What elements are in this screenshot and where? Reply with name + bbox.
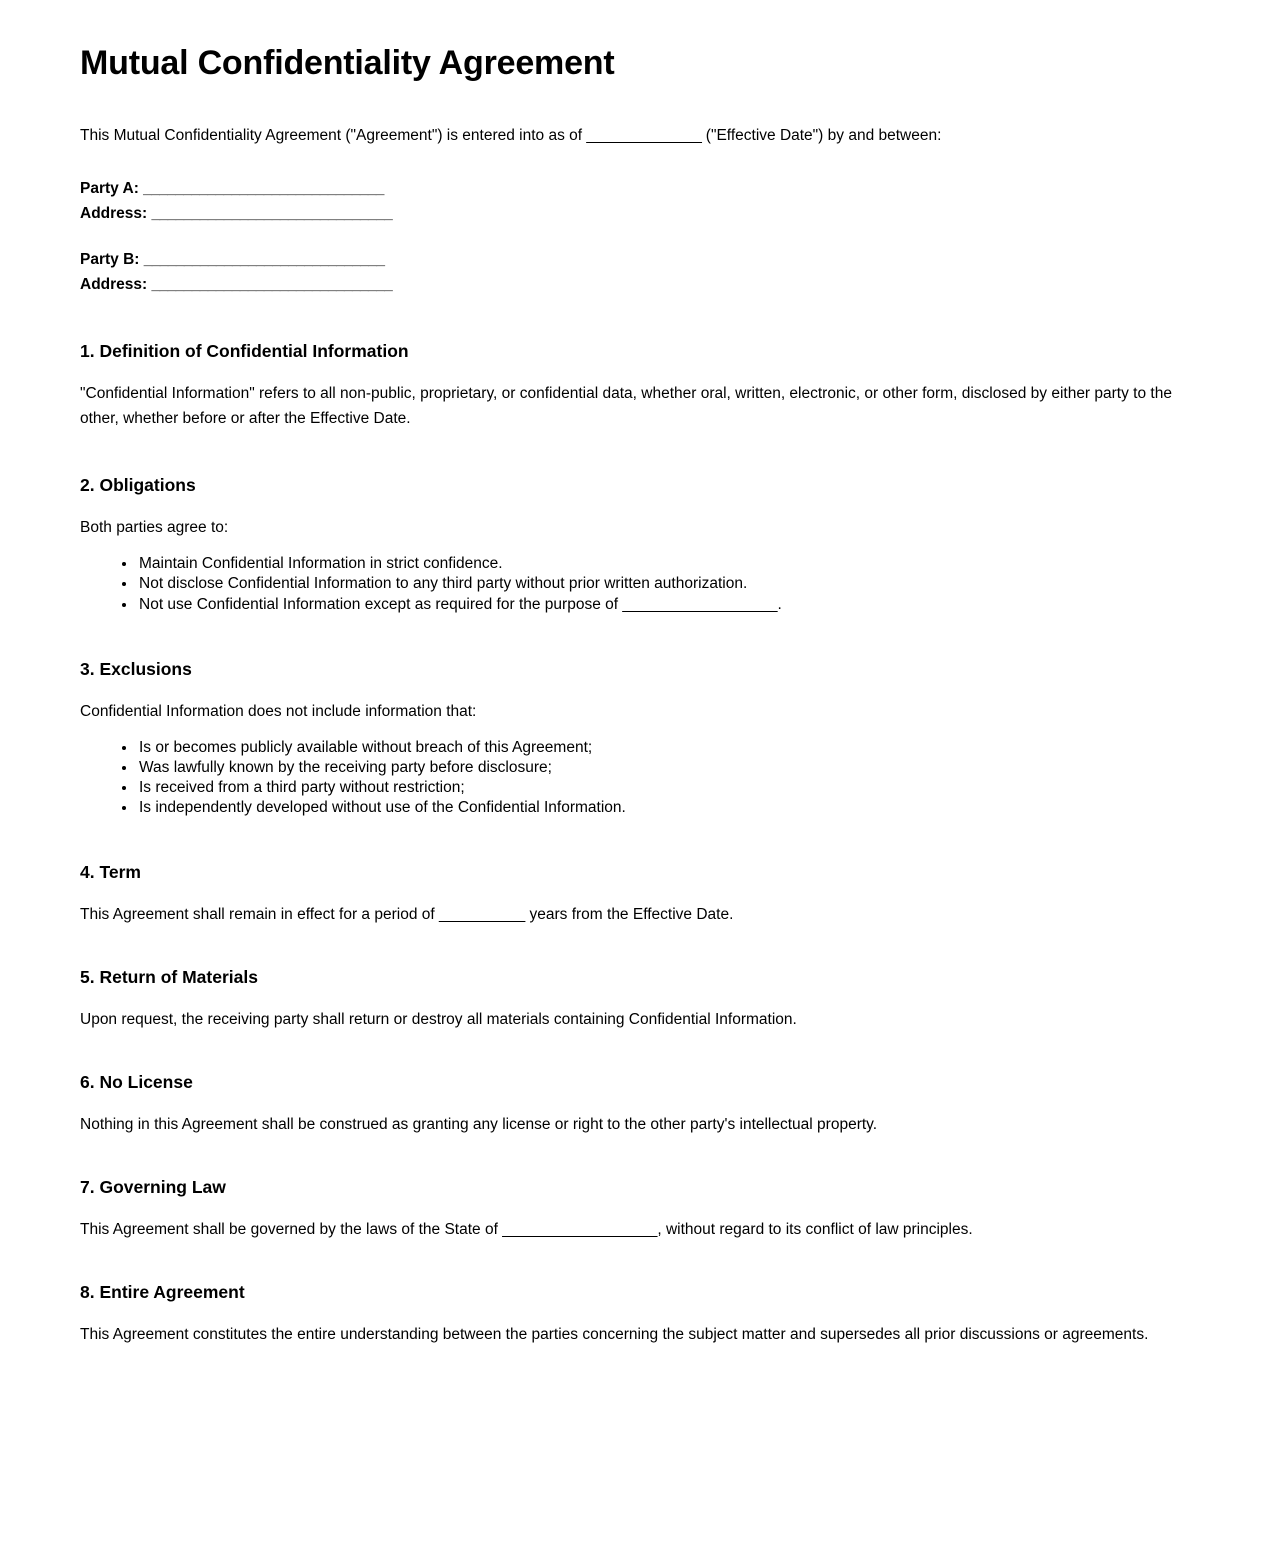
section-body-6: Nothing in this Agreement shall be construed as granting any license or right to the other party's intellectual property. — [80, 1116, 878, 1134]
list-item: • Is received from a third party without restriction; — [137, 778, 1187, 798]
list-item: • Not disclose Confidential Information to any third party without prior written authorization. — [137, 574, 1187, 594]
list-item: • Maintain Confidential Information in strict confidence. — [137, 554, 1187, 574]
parties-block — [80, 148, 1187, 297]
list-item: • Is independently developed without use of the Confidential Information. — [137, 798, 1187, 818]
section-body-5: Upon request, the receiving party shall return or destroy all materials containing Confidential Information. — [80, 1011, 797, 1029]
section-heading-5: 5. Return of Materials — [80, 967, 258, 988]
list-item: • Was lawfully known by the receiving party before disclosure; — [137, 758, 1187, 778]
party-a-name-blank[interactable]: ______________________________ — [143, 179, 384, 197]
party-b-address-blank[interactable]: ______________________________ — [151, 276, 393, 294]
section-heading-6: 6. No License — [80, 1072, 193, 1093]
effective-date-blank[interactable]: ______________ — [586, 126, 702, 144]
section-heading-4: 4. Term — [80, 862, 141, 883]
page-title: Mutual Confidentiality Agreement — [80, 44, 615, 82]
party-a-label: Party A: — [80, 179, 139, 197]
section-body-8: This Agreement constitutes the entire understanding between the parties concerning the subject matter and supersedes all prior discussions or agreements. — [80, 1326, 1149, 1344]
list-item: • Is or becomes publicly available without breach of this Agreement; — [137, 738, 1187, 758]
section-body-1: "Confidential Information" refers to all non-public, proprietary, or confidential data, whether oral, written, electronic, or other form, disclosed by either party to the other, whether before or after the Effective Date. — [80, 385, 1172, 428]
party-b-name-blank[interactable]: ______________________________ — [143, 251, 385, 269]
section-heading-2: 2. Obligations — [80, 475, 196, 496]
intro-paragraph — [80, 84, 1187, 148]
party-b-address-line — [80, 272, 1187, 297]
party-a-name-line — [80, 176, 1187, 201]
section-body-4: This Agreement shall remain in effect for a period of __________ years from the Effective Date. — [80, 906, 734, 924]
party-a-address-label: Address: — [80, 204, 148, 222]
section-heading-1: 1. Definition of Confidential Information — [80, 341, 409, 362]
section-body-7: This Agreement shall be governed by the laws of the State of __________________, without regard to its conflict of law principles. — [80, 1221, 973, 1239]
section-heading-8: 8. Entire Agreement — [80, 1282, 245, 1303]
list-item: • Not use Confidential Information except as required for the purpose of __________________. — [137, 595, 1187, 615]
section-heading-3: 3. Exclusions — [80, 658, 192, 679]
party-b-name-line — [80, 247, 1187, 272]
section-3-bullet-list — [80, 724, 1187, 819]
intro-text-before: This Mutual Confidentiality Agreement ("Agreement") is entered into as of — [80, 126, 587, 144]
party-a-address-blank[interactable]: ______________________________ — [151, 204, 393, 222]
party-b-address-label: Address: — [80, 276, 148, 294]
party-block-divider — [80, 226, 1187, 247]
party-a-address-line — [80, 201, 1187, 226]
document-content — [80, 0, 1187, 1347]
section-heading-7: 7. Governing Law — [80, 1177, 226, 1198]
party-b-label: Party B: — [80, 251, 140, 269]
section-body-3: Confidential Information does not include information that: — [80, 702, 477, 720]
intro-text-after: ("Effective Date") by and between: — [701, 126, 942, 144]
section-2-bullet-list — [80, 540, 1187, 614]
section-body-2: Both parties agree to: — [80, 519, 229, 537]
